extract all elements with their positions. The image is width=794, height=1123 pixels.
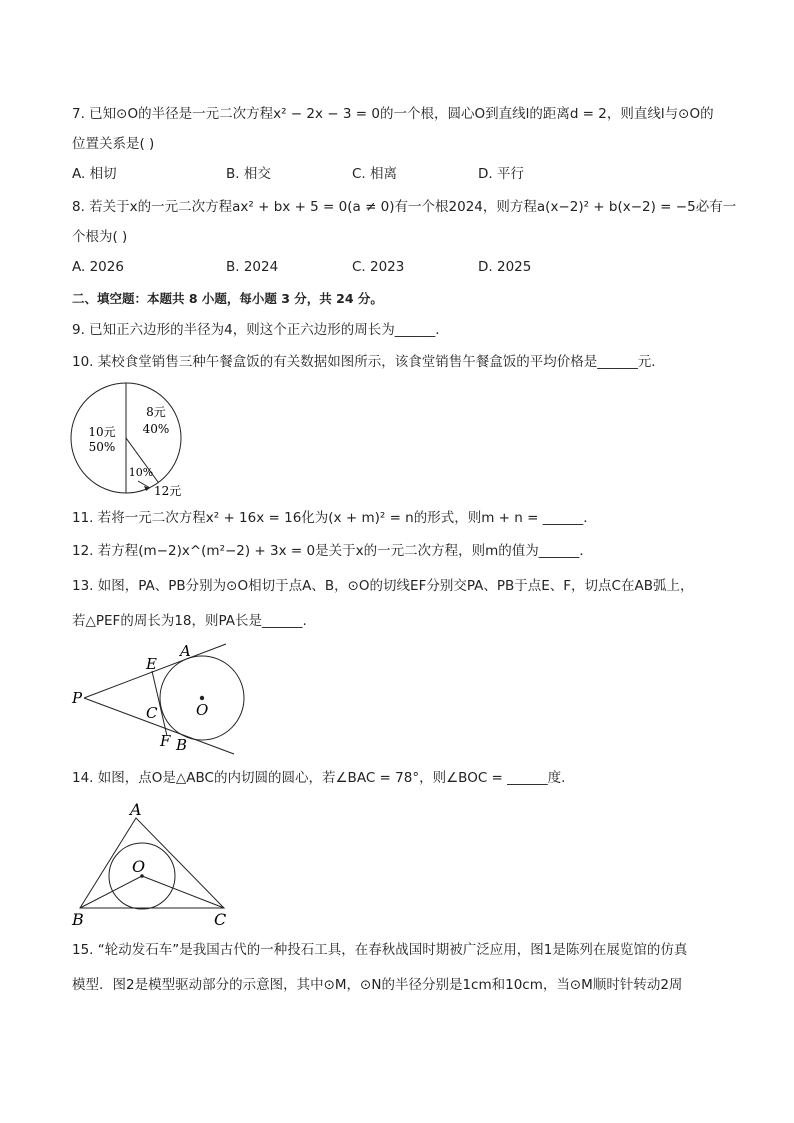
q14-figure: [66, 800, 246, 930]
label-a: A: [180, 642, 191, 660]
q12-text: 12. 若方程(m−2)x^(m²−2) + 3x = 0是关于x的一元二次方程，则m的值为______.: [72, 543, 584, 559]
q8-option-a: A. 2026: [72, 259, 124, 275]
pie-value-8yuan: 40%: [142, 422, 170, 436]
label-o: O: [132, 857, 146, 876]
q7-line1: 7. 已知⊙O的半径是一元二次方程x² − 2x − 3 = 0的一个根，圆心O到直线l的距离d = 2，则直线l与⊙O的: [72, 106, 714, 122]
q14-text: 14. 如图，点O是△ABC的内切圆的圆心，若∠BAC = 78°，则∠BOC = ______度.: [72, 770, 566, 786]
label-b: B: [72, 910, 84, 929]
pie-value-12yuan: 10%: [128, 466, 154, 479]
q7-option-a: A. 相切: [72, 166, 117, 182]
label-c: C: [146, 704, 158, 722]
pie-pointer-line: [138, 481, 150, 488]
segment-co: [142, 876, 224, 908]
label-a: A: [130, 800, 142, 819]
q7-line2: 位置关系是( ): [72, 136, 155, 152]
pie-label-8yuan: 8元: [146, 405, 166, 419]
q13-line1: 13. 如图，PA、PB分别为⊙O相切于点A、B，⊙O的切线EF分别交PA、PB于点E、F，切点C在AB弧上，: [72, 578, 694, 594]
q7-option-c: C. 相离: [352, 166, 398, 182]
section-heading: 二、填空题：本题共 8 小题，每小题 3 分，共 24 分。: [72, 291, 383, 306]
label-p: P: [72, 689, 83, 707]
q7-option-b: B. 相交: [226, 166, 271, 182]
triangle-abc: [80, 818, 224, 908]
label-e: E: [146, 655, 157, 673]
tangent-pb: [84, 698, 234, 754]
q8-option-d: D. 2025: [478, 259, 532, 275]
label-b: B: [176, 736, 188, 754]
q8-line2: 个根为( ): [72, 229, 128, 245]
segment-bo: [80, 876, 142, 908]
q8-option-c: C. 2023: [352, 259, 405, 275]
label-c: C: [214, 910, 227, 929]
q13-line2: 若△PEF的周长为18，则PA长是______.: [72, 613, 307, 629]
label-o: O: [196, 701, 209, 719]
q13-figure: [66, 642, 256, 760]
pie-value-10yuan: 50%: [88, 440, 116, 454]
q9-text: 9. 已知正六边形的半径为4，则这个正六边形的周长为______.: [72, 322, 440, 338]
pie-label-10yuan: 10元: [88, 425, 116, 439]
q15-line1: 15. “轮动发石车”是我国古代的一种投石工具，在春秋战国时期被广泛应用，图1是陈列在展览馆的仿真: [72, 942, 688, 958]
q7-option-d: D. 平行: [478, 166, 524, 182]
q10-text: 10. 某校食堂销售三种午餐盒饭的有关数据如图所示，该食堂销售午餐盒饭的平均价格是______元.: [72, 354, 656, 370]
pie-label-12yuan: 12元: [154, 484, 182, 498]
center-o-dot: [200, 696, 204, 700]
pie-chart: [66, 378, 196, 502]
q15-line2: 模型．图2是模型驱动部分的示意图，其中⊙M，⊙N的半径分别是1cm和10cm，当⊙M顺时针转动2周: [72, 977, 683, 993]
q8-line1: 8. 若关于x的一元二次方程ax² + bx + 5 = 0(a ≠ 0)有一个根2024，则方程a(x−2)² + b(x−2) = −5必有一: [72, 199, 737, 215]
label-f: F: [160, 732, 171, 750]
q8-option-b: B. 2024: [226, 259, 279, 275]
q11-text: 11. 若将一元二次方程x² + 16x = 16化为(x + m)² = n的形式，则m + n = ______.: [72, 510, 588, 526]
